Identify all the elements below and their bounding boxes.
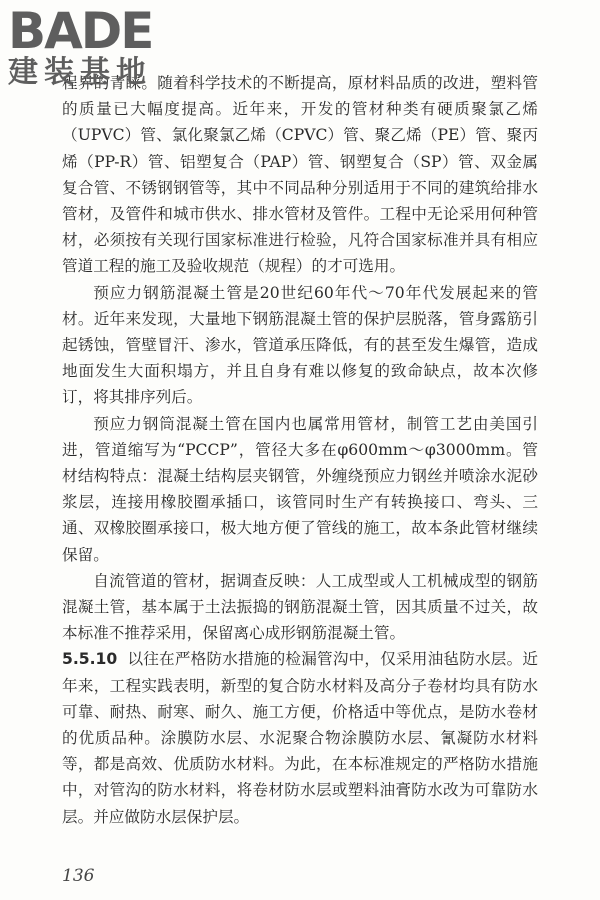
watermark-tagline: 建装基地 [8,55,152,90]
paragraph-4 [62,568,538,647]
page-number: 136 [62,866,95,886]
clause-number: 5.5.10 [62,650,118,669]
paragraph-text: 预应力钢筒混凝土管在国内也属常用管材，制管工艺由美国引进，管道缩写为“PCCP”，管径大多在φ600mm～φ3000mm。管材结构特点：混凝土结构层夹钢管，外缠绕预应力钢丝并喷涂水泥砂浆层，连接用橡胶圈承插口，该管同时生产有转换接口、弯头、三通、双橡胶圈承接口，极大地方便了管线的施工，故本条此管材继续保留。 [62,414,538,564]
paragraph-text: 程界的青睐。随着科学技术的不断提高，原材料品质的改进，塑料管的质量已大幅度提高。近年来，开发的管材种类有硬质聚氯乙烯（UPVC）管、氯化聚氯乙烯（CPVC）管、聚乙烯（PE）管、聚丙烯（PP-R）管、铝塑复合（PAP）管、钢塑复合（SP）管、双金属复合管、不锈钢钢管等，其中不同品种分别适用于不同的建筑给排水管材，及管件和城市供水、排水管材及管件。工程中无论采用何种管材，必须按有关现行国家标准进行检验，凡符合国家标准并具有相应管道工程的施工及验收规范（规程）的才可选用。 [62,74,538,276]
paragraph-text: 预应力钢筋混凝土管是20世纪60年代～70年代发展起来的管材。近年来发现，大量地下钢筋混凝土管的保护层脱落，管身露筋引起锈蚀，管壁冒汗、渗水，管道承压降低，有的甚至发生爆管，造成地面发生大面积塌方，并且自身有难以修复的致命缺点，故本次修订，将其排序列后。 [62,283,538,407]
watermark-brand: BADE [8,2,153,60]
paragraph-3 [62,411,538,568]
paragraph-text: 自流管道的管材，据调查反映：人工成型或人工机械成型的钢筋混凝土管，基本属于土法振捣的钢筋混凝土管，因其质量不过关，故本标准不推荐采用，保留离心成形钢筋混凝土管。 [62,571,538,643]
paragraph-2 [62,280,538,411]
paragraph-1 [62,70,538,280]
paragraph-text: 以往在严格防水措施的检漏管沟中，仅采用油毡防水层。近年来，工程实践表明，新型的复合防水材料及高分子卷材均具有防水可靠、耐热、耐寒、耐久、施工方便，价格适中等优点，是防水卷材的优质品种。涂膜防水层、水泥聚合物涂膜防水层、氰凝防水材料等，都是高效、优质防水材料。为此，在本标准规定的严格防水措施中，对管沟的防水材料，将卷材防水层或塑料油膏防水改为可靠防水层。并应做防水层保护层。 [62,650,538,826]
watermark-logo [8,4,178,96]
paragraph-5 [62,646,538,829]
body-text [62,70,538,830]
